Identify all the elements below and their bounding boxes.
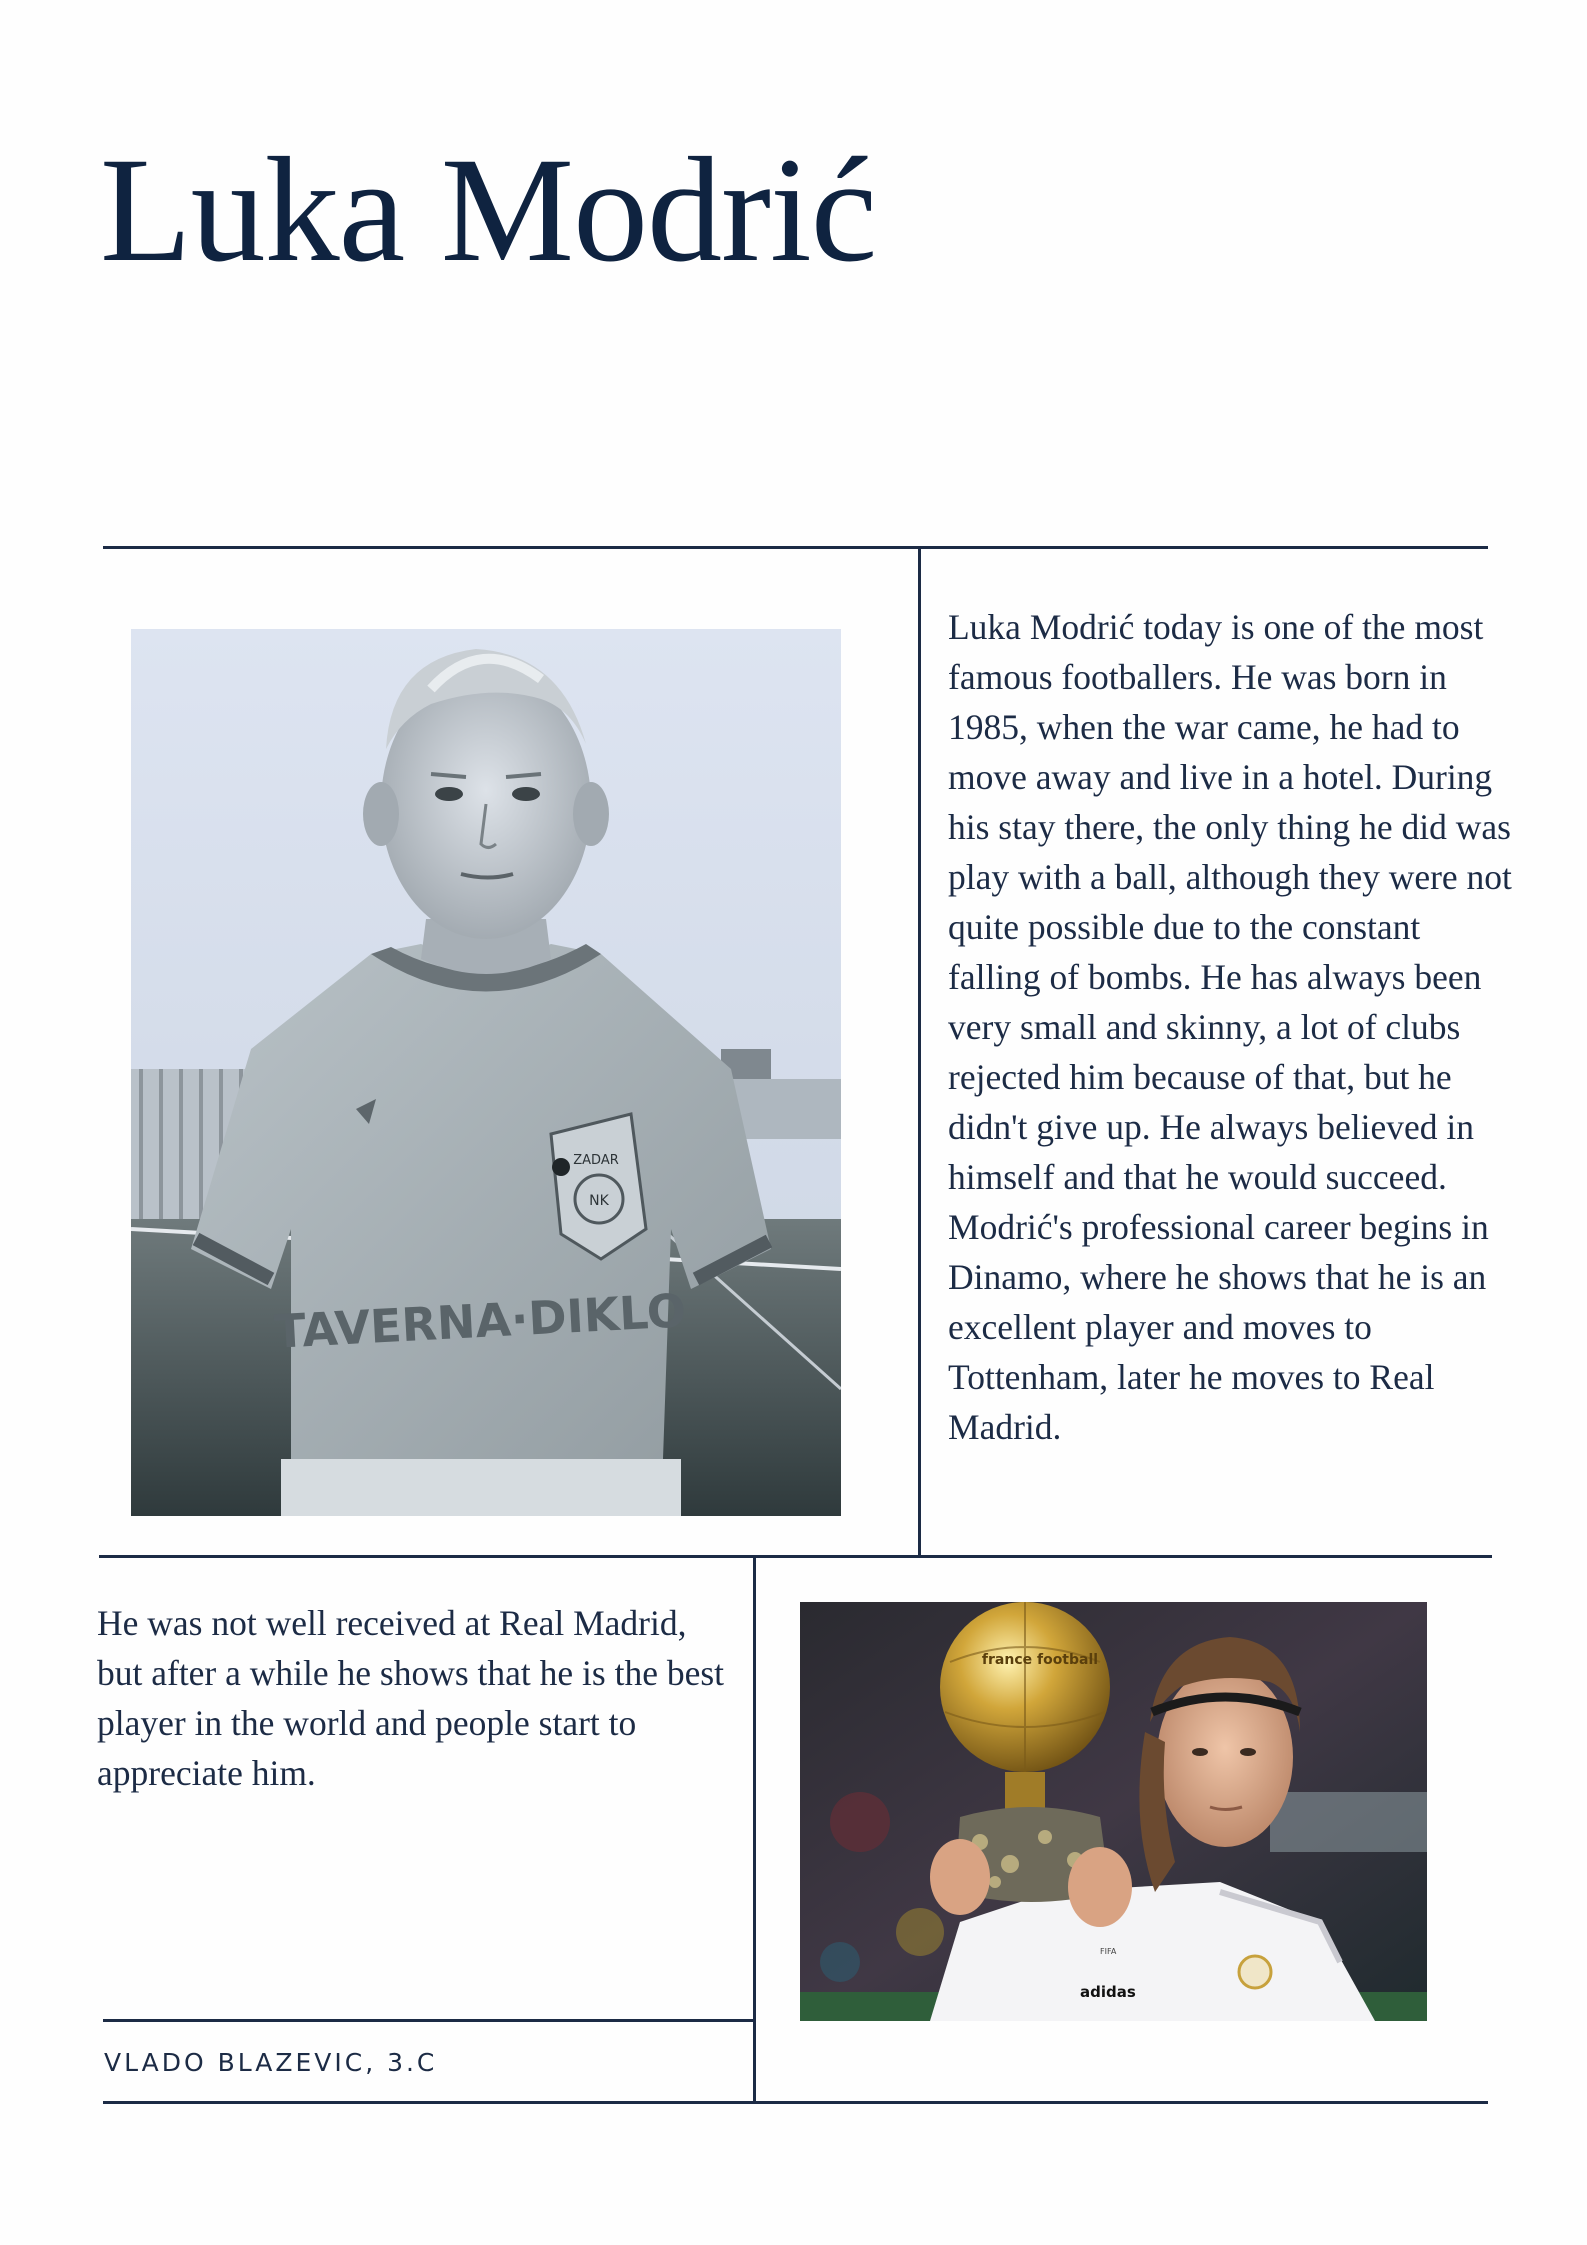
crest-text: ZADAR — [573, 1153, 619, 1168]
childhood-photo — [131, 629, 841, 1516]
crest-mark-text: NK — [589, 1193, 609, 1209]
shirt-text: TAVERNA·DIKLO — [273, 1283, 688, 1359]
footer-top-divider — [103, 2019, 753, 2022]
brand-text: adidas — [1080, 1983, 1136, 2001]
trophy-text: france football — [981, 1652, 1099, 1668]
author-name: VLADO BLAZEVIC, 3.C — [104, 2048, 438, 2077]
badge-text: FIFA — [1100, 1947, 1117, 1956]
bottom-vertical-divider — [753, 1555, 756, 2104]
page-title: Luka Modrić — [100, 127, 877, 293]
ballon-dor-photo — [800, 1602, 1427, 2021]
second-paragraph: He was not well received at Real Madrid, but after a while he shows that he is the best player in the world and people start to appreciate him. — [97, 1603, 725, 1793]
bottom-divider — [103, 2101, 1488, 2104]
top-divider — [103, 546, 1488, 549]
middle-divider — [99, 1555, 1492, 1558]
top-vertical-divider — [918, 546, 921, 1557]
intro-paragraph: Luka Modrić today is one of the most famous footballers. He was born in 1985, when the war came, he had to move away and live in a hotel. During his stay there, the only thing he did was play with a ball, although they were not quite possible due to the constant falling of bombs. He has always been very small and skinny, a lot of clubs rejected him because of that, but he didn't give up. He always believed in himself and that he would succeed. Modrić's professional career begins in Dinamo, where he shows that he is an excellent player and moves to Tottenham, later he moves to Real Madrid. — [948, 607, 1512, 1447]
